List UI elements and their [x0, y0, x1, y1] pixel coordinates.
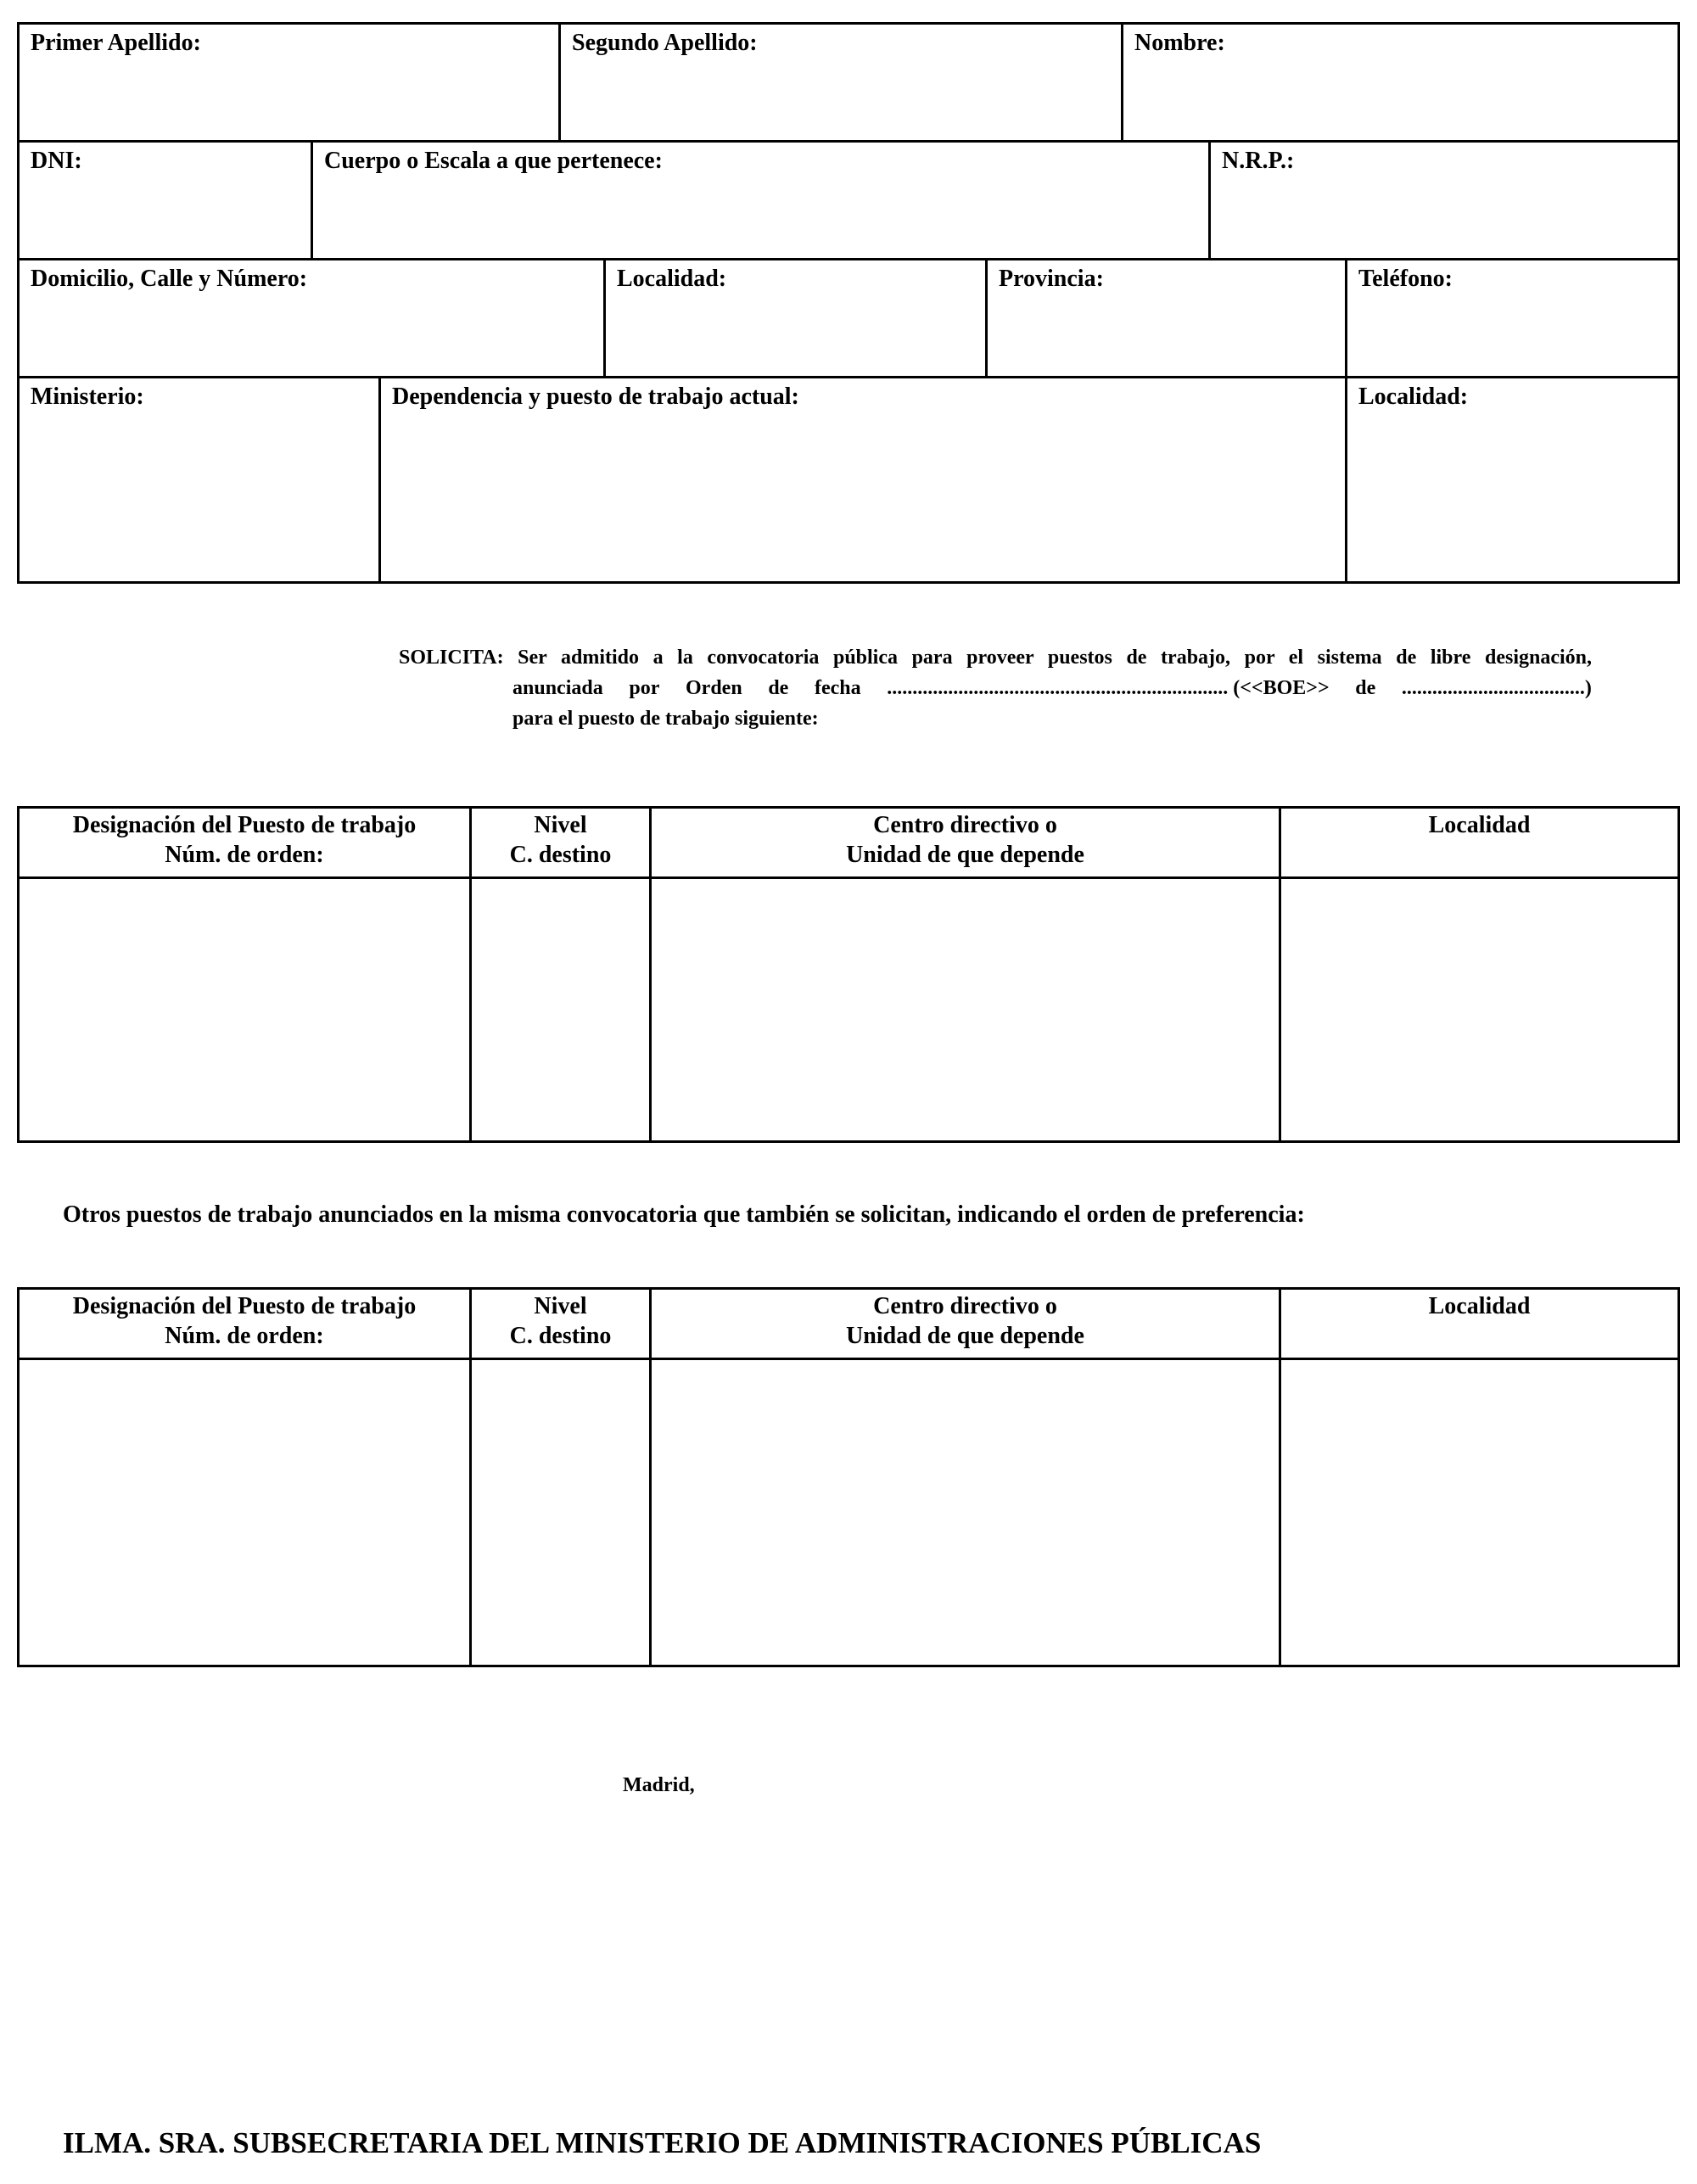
header-nivel-line1: Nivel — [534, 1293, 587, 1319]
header-localidad — [1279, 809, 1677, 876]
nombre-label: Nombre: — [1134, 30, 1225, 56]
table-header-row — [20, 809, 1677, 879]
header-centro-line1: Centro directivo o — [873, 812, 1057, 838]
solicita-word: de — [768, 677, 789, 699]
solicita-line-3: para el puesto de trabajo siguiente: — [512, 708, 819, 730]
header-centro-directivo — [649, 809, 1279, 876]
domicilio-field[interactable] — [20, 260, 603, 376]
header-centro-directivo — [649, 1290, 1279, 1358]
header-nivel-line2: C. destino — [509, 1323, 612, 1349]
table-body-row — [20, 1360, 1677, 1665]
centro-directivo-cell[interactable] — [649, 1360, 1279, 1665]
designacion-cell[interactable] — [20, 879, 469, 1140]
localidad-cell[interactable] — [1279, 1360, 1677, 1665]
nivel-cell[interactable] — [469, 879, 649, 1140]
telefono-field[interactable] — [1345, 260, 1677, 376]
dependencia-label: Dependencia y puesto de trabajo actual: — [392, 384, 799, 410]
header-designacion — [20, 809, 469, 876]
primer-apellido-label: Primer Apellido: — [31, 30, 201, 56]
table-header-row — [20, 1290, 1677, 1360]
localidad-actual-field[interactable] — [1345, 378, 1677, 584]
solicita-word: anunciada — [512, 677, 603, 699]
designacion-cell[interactable] — [20, 1360, 469, 1665]
fecha-boe-dotted-field[interactable]: ................................................................... (<<BOE>> — [887, 677, 1330, 699]
boe-date-dotted-field[interactable]: ....................................) — [1401, 677, 1592, 699]
solicita-word: fecha — [814, 677, 861, 699]
personal-row-work — [20, 378, 1677, 584]
header-designacion-line2: Núm. de orden: — [165, 842, 324, 868]
personal-row-names — [20, 25, 1677, 143]
madrid-place-date: Madrid, — [623, 1774, 695, 1796]
addressee: ILMA. SRA. SUBSECRETARIA DEL MINISTERIO DE ADMINISTRACIONES PÚBLICAS — [63, 2126, 1262, 2159]
solicita-line-2 — [512, 673, 1592, 703]
provincia-field[interactable] — [985, 260, 1345, 376]
header-designacion-line2: Núm. de orden: — [165, 1323, 324, 1349]
localidad-cell[interactable] — [1279, 879, 1677, 1140]
nombre-field[interactable] — [1121, 25, 1677, 140]
solicita-word: de — [1355, 677, 1376, 699]
solicita-word: Orden — [686, 677, 742, 699]
localidad-actual-label: Localidad: — [1358, 384, 1469, 410]
dependencia-field[interactable] — [378, 378, 1345, 584]
nrp-field[interactable] — [1208, 143, 1677, 258]
header-nivel-line2: C. destino — [509, 842, 612, 868]
ministerio-field[interactable] — [20, 378, 378, 584]
header-nivel — [469, 1290, 649, 1358]
header-localidad-line1: Localidad — [1428, 812, 1531, 838]
other-posts-table — [17, 1287, 1680, 1667]
solicita-word: por — [629, 677, 660, 699]
solicita-paragraph — [399, 642, 1592, 734]
header-centro-line2: Unidad de que depende — [846, 1323, 1084, 1349]
segundo-apellido-field[interactable] — [558, 25, 1121, 140]
header-nivel-line1: Nivel — [534, 812, 587, 838]
primer-apellido-field[interactable] — [20, 25, 558, 140]
solicita-line-1: SOLICITA: Ser admitido a la convocatoria pública para proveer puestos de trabajo, por el sistema de libre designación, — [399, 647, 1592, 669]
header-designacion — [20, 1290, 469, 1358]
telefono-label: Teléfono: — [1358, 266, 1453, 292]
dni-field[interactable] — [20, 143, 311, 258]
segundo-apellido-label: Segundo Apellido: — [572, 30, 758, 56]
requested-post-table — [17, 806, 1680, 1143]
header-localidad — [1279, 1290, 1677, 1358]
dni-label: DNI: — [31, 148, 82, 174]
header-centro-line2: Unidad de que depende — [846, 842, 1084, 868]
localidad-label: Localidad: — [617, 266, 727, 292]
localidad-field[interactable] — [603, 260, 985, 376]
personal-row-address — [20, 260, 1677, 378]
header-designacion-line1: Designación del Puesto de trabajo — [72, 812, 417, 838]
cuerpo-escala-field[interactable] — [311, 143, 1208, 258]
header-nivel — [469, 809, 649, 876]
header-localidad-line1: Localidad — [1428, 1293, 1531, 1319]
otros-puestos-text: Otros puestos de trabajo anunciados en la misma convocatoria que también se solicitan, indicando el orden de preferencia: — [63, 1201, 1305, 1228]
personal-data-box — [17, 22, 1680, 584]
cuerpo-escala-label: Cuerpo o Escala a que pertenece: — [324, 148, 663, 174]
centro-directivo-cell[interactable] — [649, 879, 1279, 1140]
ministerio-label: Ministerio: — [31, 384, 144, 410]
personal-row-id — [20, 143, 1677, 260]
domicilio-label: Domicilio, Calle y Número: — [31, 266, 308, 292]
table-body-row — [20, 879, 1677, 1140]
provincia-label: Provincia: — [999, 266, 1104, 292]
nrp-label: N.R.P.: — [1222, 148, 1295, 174]
header-centro-line1: Centro directivo o — [873, 1293, 1057, 1319]
header-designacion-line1: Designación del Puesto de trabajo — [72, 1293, 417, 1319]
nivel-cell[interactable] — [469, 1360, 649, 1665]
